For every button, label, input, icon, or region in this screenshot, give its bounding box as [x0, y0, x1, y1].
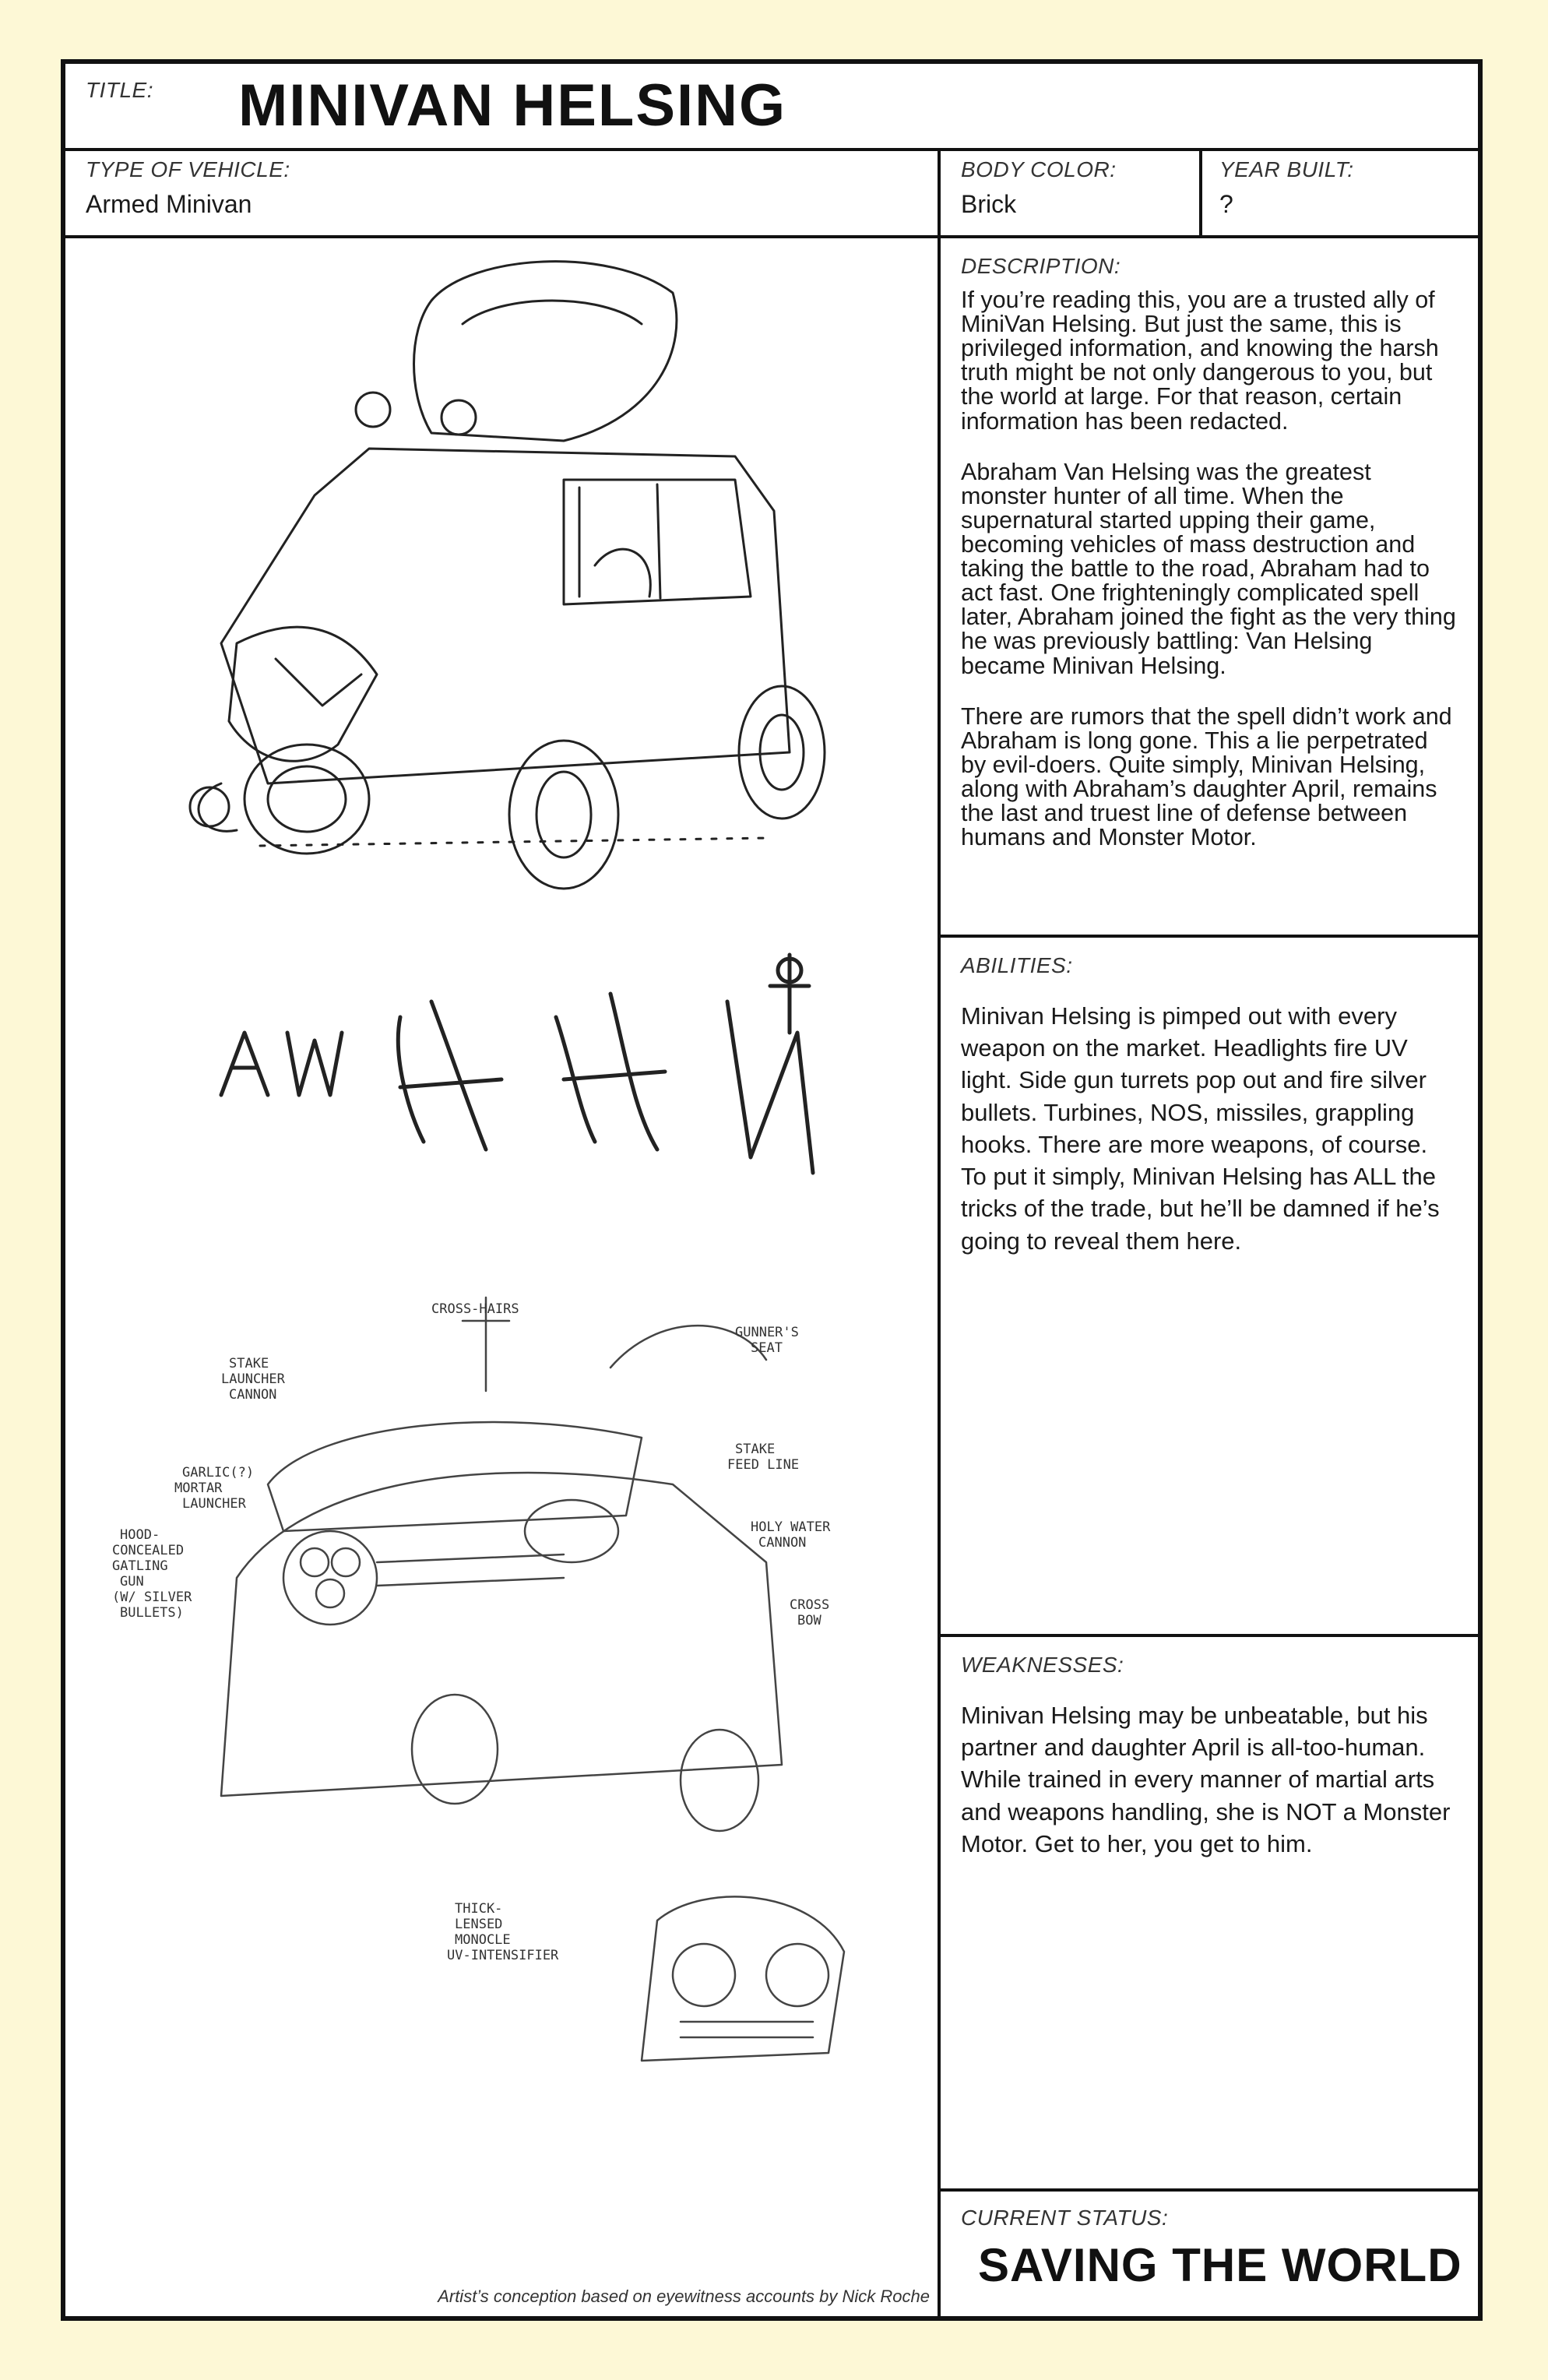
abilities-text: Minivan Helsing is pimped out with every weapon on the market. Headlights fire UV light. Side gun turrets pop out and fire silver bullets. Turbines, NOS, missiles, grappling hooks. There are more weapons, of course. To put it simply, Minivan Helsing has ALL the tricks of the trade, but he’ll be damned if he’s going to reveal them here. — [961, 1002, 1440, 1255]
svg-text:BOW: BOW — [797, 1613, 821, 1628]
vehicle-profile-sheet — [61, 59, 1483, 2321]
svg-text:HOLY WATER: HOLY WATER — [751, 1519, 831, 1535]
svg-text:FEED LINE: FEED LINE — [727, 1457, 800, 1473]
description-paragraph: Abraham Van Helsing was the greatest monster hunter of all time. When the supernatural started upping their game, becoming vehicles of mass destruction and taking the battle to the road, Abraham had to act fast. One frighteningly complicated spell later, Abraham joined the fight as the very thing he was previously battling: Van Helsing became Minivan Helsing. — [961, 458, 1456, 679]
svg-text:CANNON: CANNON — [758, 1535, 807, 1551]
page-title: MINIVAN HELSING — [238, 72, 787, 139]
svg-text:LAUNCHER: LAUNCHER — [182, 1496, 246, 1512]
svg-text:STAKE: STAKE — [229, 1356, 269, 1371]
vehicle-type-label: TYPE OF VEHICLE: — [86, 157, 290, 181]
body-color-cell — [941, 151, 1199, 237]
svg-text:CROSS-HAIRS: CROSS-HAIRS — [431, 1301, 519, 1317]
body-color-value: Brick — [961, 190, 1017, 218]
vehicle-type-cell — [65, 151, 938, 237]
title-cell — [65, 64, 1478, 150]
year-built-cell — [1202, 151, 1478, 237]
status-cell — [941, 2192, 1478, 2316]
svg-text:(W/ SILVER: (W/ SILVER — [112, 1590, 192, 1605]
weaknesses-cell — [941, 1637, 1478, 2190]
svg-text:GARLIC(?): GARLIC(?) — [182, 1465, 255, 1480]
svg-text:STAKE: STAKE — [735, 1442, 776, 1457]
abilities-cell — [941, 938, 1478, 1635]
vehicle-type-value: Armed Minivan — [86, 190, 252, 218]
logo-lettering-sketch — [221, 955, 813, 1173]
abilities-label: ABILITIES: — [961, 953, 1073, 977]
artwork-panel — [65, 238, 938, 2316]
weaknesses-label: WEAKNESSES: — [961, 1653, 1124, 1677]
title-label: TITLE: — [86, 78, 154, 102]
description-paragraph: There are rumors that the spell didn’t work and Abraham is long gone. This a lie perpetrated by evil-doers. Quite simply, Minivan Helsing, along with Abraham’s daughter April, remains the last and truest line of defense between humans and Monster Motor. — [961, 702, 1452, 851]
svg-text:CROSS: CROSS — [790, 1597, 830, 1613]
svg-text:CANNON: CANNON — [229, 1387, 277, 1403]
vehicle-sketches — [65, 238, 938, 2316]
artwork-caption: Artist’s conception based on eyewitness accounts by Nick Roche — [438, 2287, 930, 2306]
body-color-label: BODY COLOR: — [961, 157, 1117, 181]
svg-text:THICK-: THICK- — [455, 1901, 503, 1917]
svg-text:GUNNER'S: GUNNER'S — [735, 1325, 799, 1340]
svg-text:SEAT: SEAT — [751, 1340, 783, 1356]
svg-text:MONOCLE: MONOCLE — [455, 1932, 511, 1948]
svg-text:HOOD-: HOOD- — [120, 1527, 160, 1543]
description-cell — [941, 238, 1478, 936]
svg-text:CONCEALED: CONCEALED — [112, 1543, 185, 1558]
year-built-label: YEAR BUILT: — [1219, 157, 1354, 181]
svg-text:MORTAR: MORTAR — [174, 1480, 223, 1496]
description-paragraph: If you’re reading this, you are a trusted ally of MiniVan Helsing. But just the same, this is privileged information, and knowing the harsh truth might be not only dangerous to you, but the world at large. For that reason, certain information has been redacted. — [961, 287, 1439, 435]
weapons-cutaway-sketch — [221, 1297, 844, 2061]
svg-text:GUN: GUN — [120, 1574, 144, 1590]
status-label: CURRENT STATUS: — [961, 2206, 1169, 2230]
svg-text:LENSED: LENSED — [455, 1917, 503, 1932]
minivan-sketch — [190, 262, 825, 889]
weaknesses-text: Minivan Helsing may be unbeatable, but his partner and daughter April is all-too-human. While trained in every manner of martial arts and weapons handling, she is NOT a Monster Motor. Get to her, you get to him. — [961, 1702, 1451, 1857]
svg-text:GATLING: GATLING — [112, 1558, 168, 1574]
svg-text:LAUNCHER: LAUNCHER — [221, 1371, 285, 1387]
description-label: DESCRIPTION: — [961, 254, 1121, 278]
svg-text:BULLETS): BULLETS) — [120, 1605, 184, 1621]
svg-text:UV-INTENSIFIER: UV-INTENSIFIER — [447, 1948, 559, 1963]
year-built-value: ? — [1219, 190, 1233, 218]
sketch-annotations — [112, 1301, 831, 1963]
status-value: SAVING THE WORLD — [978, 2239, 1462, 2291]
